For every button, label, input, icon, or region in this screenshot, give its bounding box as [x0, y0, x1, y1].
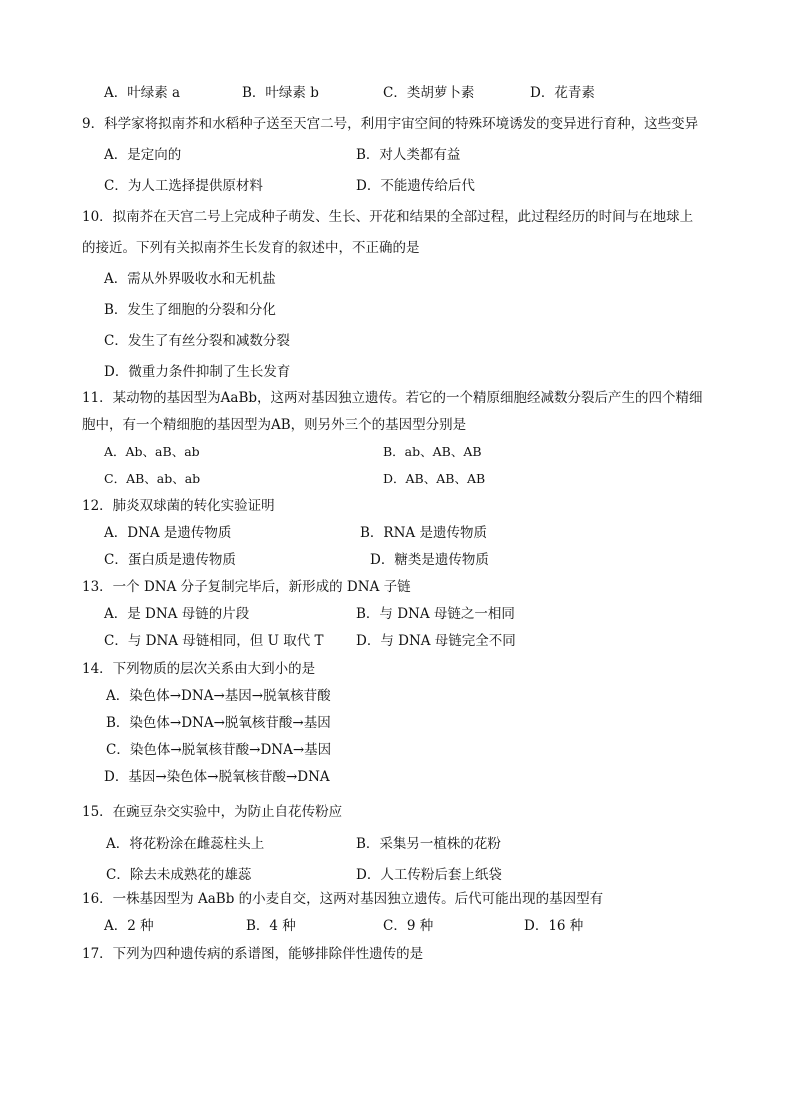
q10-option-a: A．需从外界吸收水和无机盐 — [104, 271, 276, 287]
q8-option-a: A．叶绿素 a — [104, 85, 181, 101]
q15-option-d: D．人工传粉后套上纸袋 — [356, 867, 502, 883]
q15-option-a: A．将花粉涂在雌蕊柱头上 — [106, 836, 265, 852]
q10-stem-line2: 的接近。下列有关拟南芥生长发育的叙述中，不正确的是 — [82, 240, 420, 256]
q13-option-d: D．与 DNA 母链完全不同 — [356, 633, 516, 649]
q16-option-a: A．2 种 — [104, 918, 154, 934]
q14-option-c: C．染色体→脱氧核苷酸→DNA→基因 — [106, 742, 332, 758]
q12-option-a: A．DNA 是遗传物质 — [104, 525, 232, 541]
q16-option-c: C．9 种 — [383, 918, 434, 934]
q11-option-d: D．AB、AB、AB — [383, 471, 486, 486]
q12-option-d: D．糖类是遗传物质 — [370, 552, 489, 568]
q9-option-a: A．是定向的 — [104, 147, 182, 163]
q16-stem: 16．一株基因型为 AaBb 的小麦自交，这两对基因独立遗传。后代可能出现的基因型有 — [82, 891, 604, 907]
q10-option-b: B．发生了细胞的分裂和分化 — [104, 302, 276, 318]
q16-option-d: D．16 种 — [524, 918, 584, 934]
q14-option-b: B．染色体→DNA→脱氧核苷酸→基因 — [106, 715, 331, 731]
q12-stem: 12．肺炎双球菌的转化实验证明 — [82, 498, 275, 514]
q10-option-d: D．微重力条件抑制了生长发育 — [104, 364, 291, 380]
q10-stem-line1: 10．拟南芥在天宫二号上完成种子萌发、生长、开花和结果的全部过程，此过程经历的时间与在地球上 — [82, 209, 694, 225]
q8-option-d: D．花青素 — [530, 85, 595, 101]
q12-option-b: B．RNA 是遗传物质 — [360, 525, 487, 541]
q15-stem: 15．在豌豆杂交实验中，为防止自花传粉应 — [82, 804, 343, 820]
q13-stem: 13．一个 DNA 分子复制完毕后，新形成的 DNA 子链 — [82, 579, 411, 595]
q9-stem: 9．科学家将拟南芥和水稻种子送至天宫二号，利用宇宙空间的特殊环境诱发的变异进行育种，这些变异 — [82, 116, 699, 132]
q13-option-c: C．与 DNA 母链相同，但 U 取代 T — [104, 633, 324, 649]
q14-stem: 14．下列物质的层次关系由大到小的是 — [82, 661, 316, 677]
q15-option-b: B．采集另一植株的花粉 — [356, 836, 501, 852]
q9-option-b: B．对人类都有益 — [356, 147, 461, 163]
q11-option-a: A．Ab、aB、ab — [104, 444, 200, 459]
q14-option-d: D．基因→染色体→脱氧核苷酸→DNA — [104, 769, 330, 785]
q15-option-c: C．除去未成熟花的雄蕊 — [106, 867, 252, 883]
q13-option-b: B．与 DNA 母链之一相同 — [356, 606, 515, 622]
q11-option-b: B．ab、AB、AB — [383, 444, 482, 459]
q11-option-c: C．AB、ab、ab — [104, 471, 201, 486]
q8-option-b: B．叶绿素 b — [242, 85, 319, 101]
q11-stem-line2: 胞中，有一个精细胞的基因型为AB，则另外三个的基因型分别是 — [82, 417, 467, 433]
q10-option-c: C．发生了有丝分裂和减数分裂 — [104, 333, 290, 349]
q16-option-b: B．4 种 — [246, 918, 296, 934]
q9-option-c: C．为人工选择提供原材料 — [104, 178, 263, 194]
q12-option-c: C．蛋白质是遗传物质 — [104, 552, 236, 568]
q14-option-a: A．染色体→DNA→基因→脱氧核苷酸 — [106, 688, 331, 704]
q11-stem-line1: 11．某动物的基因型为AaBb，这两对基因独立遗传。若它的一个精原细胞经减数分裂后产生的四个精细 — [82, 390, 703, 406]
q8-option-c: C．类胡萝卜素 — [383, 85, 475, 101]
q17-stem: 17．下列为四种遗传病的系谱图，能够排除伴性遗传的是 — [82, 946, 424, 962]
q9-option-d: D．不能遗传给后代 — [356, 178, 475, 194]
q13-option-a: A．是 DNA 母链的片段 — [104, 606, 250, 622]
